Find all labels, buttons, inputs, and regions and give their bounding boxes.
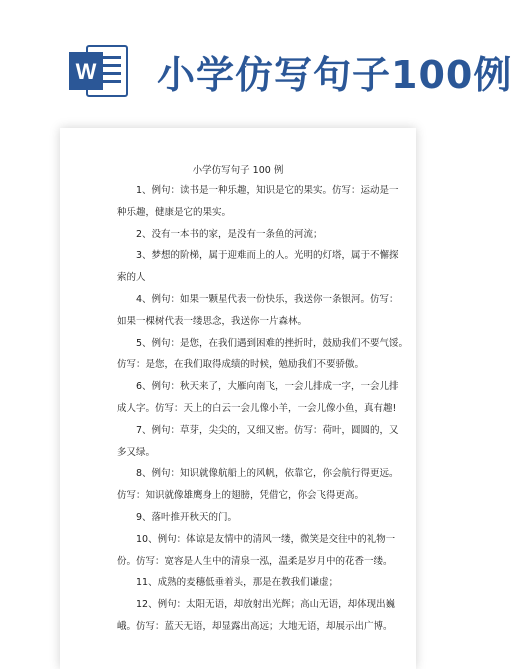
text-line: 如果一棵树代表一缕思念，我送你一片森林。 (117, 315, 308, 327)
text-line: 3、梦想的阶梯，属于迎难而上的人。光明的灯塔，属于不懈探 (136, 250, 399, 262)
text-line: 种乐趣，健康是它的果实。 (117, 206, 232, 218)
text-line: 成人字。仿写：天上的白云一会儿像小羊，一会儿像小鱼，真有趣! (117, 402, 397, 414)
text-line: 7、例句：草芽，尖尖的，又细又密。仿写：荷叶，圆圆的，又 (136, 424, 399, 436)
word-icon (67, 40, 129, 102)
text-line: 11、成熟的麦穗低垂着头，那是在教我们谦虚； (136, 577, 339, 589)
text-line: 2、没有一本书的家，是没有一条鱼的河流； (136, 228, 323, 240)
text-line: 9、落叶推开秋天的门。 (136, 511, 238, 523)
text-line: 8、例句：知识就像航船上的风帆，依靠它，你会航行得更远。 (136, 468, 399, 480)
document-body (117, 180, 409, 638)
text-line: 峨。仿写：蓝天无语，却显露出高远；大地无语，却展示出广博。 (117, 620, 393, 632)
text-line: 索的人 (117, 272, 146, 284)
text-line: 多又绿。 (117, 446, 156, 458)
text-line: 12、例句：太阳无语，却放射出光辉；高山无语，却体现出巍 (136, 599, 396, 611)
word-logo-letter: W (75, 59, 97, 84)
page-title: 小学仿写句子100例 (157, 53, 512, 97)
text-line: 4、例句：如果一颗星代表一份快乐，我送你一条银河。仿写： (136, 293, 399, 305)
text-line: 份。仿写：宽容是人生中的清泉一泓，温柔是岁月中的花香一缕。 (117, 555, 393, 567)
text-line: 6、例句：秋天来了，大雁向南飞，一会儿排成一字，一会儿排 (136, 381, 399, 393)
text-line: 仿写：知识就像雄鹰身上的翅膀，凭借它，你会飞得更高。 (117, 490, 365, 502)
document-heading: 小学仿写句子 100 例 (192, 165, 284, 176)
text-line: 1、例句：读书是一种乐趣，知识是它的果实。仿写：运动是一 (136, 185, 399, 196)
document-page (60, 128, 416, 669)
banner (0, 0, 512, 128)
text-line: 10、例句：体谅是友情中的清风一缕，微笑是交往中的礼物一 (136, 533, 396, 545)
text-line: 仿写：是您，在我们取得成绩的时候，勉励我们不要骄傲。 (117, 359, 365, 371)
text-line: 5、例句：是您，在我们遇到困难的挫折时，鼓励我们不要气馁。 (136, 337, 409, 349)
